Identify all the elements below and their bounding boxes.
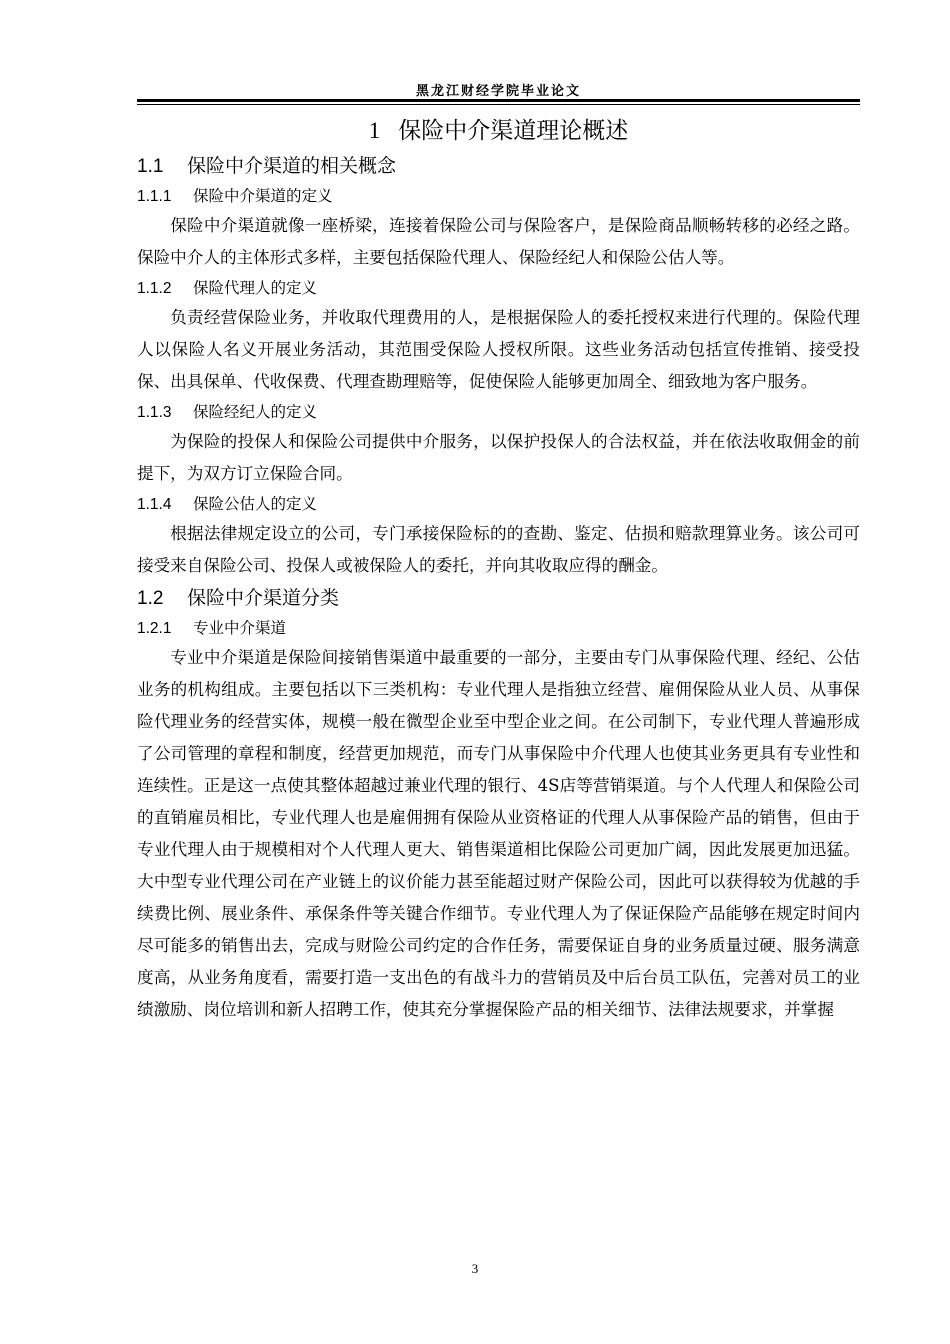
subsection-heading-1-1-1: [137, 182, 860, 210]
paragraph-1-1-3: 为保险的投保人和保险公司提供中介服务，以保护投保人的合法权益，并在依法收取佣金的前提下，为双方订立保险合同。: [137, 432, 860, 483]
paragraph-1-1-1: 保险中介渠道就像一座桥梁，连接着保险公司与保险客户，是保险商品顺畅转移的必经之路。保险中介人的主体形式多样，主要包括保险代理人、保险经纪人和保险公估人等。: [137, 216, 860, 267]
subsection-title: 保险公估人的定义: [193, 495, 318, 513]
subsection-number: 1.1.3: [137, 404, 172, 421]
paragraph-1-1-2: 负责经营保险业务，并收取代理费用的人，是根据保险人的委托授权来进行代理的。保险代理人以保险人名义开展业务活动，其范围受保险人授权所限。这些业务活动包括宣传推销、接受投保、出具保单、代收保费、代理查勘理赔等，促使保险人能够更加周全、细致地为客户服务。: [137, 308, 860, 391]
page-body: [137, 114, 860, 1026]
paragraph-1-2-1: 专业中介渠道是保险间接销售渠道中最重要的一部分，主要由专门从事保险代理、经纪、公估业务的机构组成。主要包括以下三类机构：专业代理人是指独立经营、雇佣保险从业人员、从事保险代理业务的经营实体，规模一般在微型企业至中型企业之间。在公司制下，专业代理人普遍形成了公司管理的章程和制度，经营更加规范，而专门从事保险中介代理人也使其业务更具有专业性和连续性。正是这一点使其整体超越过兼业代理的银行、4S店等营销渠道。与个人代理人和保险公司的直销雇员相比，专业代理人也是雇佣拥有保险从业资格证的代理人从事保险产品的销售，但由于专业代理人由于规模相对个人代理人更大、销售渠道相比保险公司更加广阔，因此发展更加迅猛。大中型专业代理公司在产业链上的议价能力甚至能超过财产保险公司，因此可以获得较为优越的手续费比例、展业条件、承保条件等关键合作细节。专业代理人为了保证保险产品能够在规定时间内尽可能多的销售出去，完成与财险公司约定的合作任务，需要保证自身的业务质量过硬、服务满意度高，从业务角度看，需要打造一支出色的有战斗力的营销员及中后台员工队伍，完善对员工的业绩激励、岗位培训和新人招聘工作，使其充分掌握保险产品的相关细节、法律法规要求，并掌握: [137, 648, 860, 1019]
subsection-heading-1-1-4: [137, 490, 860, 518]
chapter-title: 保险中介渠道理论概述: [398, 118, 629, 144]
subsection-heading-1-1-3: [137, 398, 860, 426]
chapter-heading: [137, 114, 860, 150]
section-number: 1.1: [137, 156, 164, 177]
paragraph-1-1-4: 根据法律规定设立的公司，专门承接保险标的的查勘、鉴定、估损和赔款理算业务。该公司可接受来自保险公司、投保人或被保险人的委托，并向其收取应得的酬金。: [137, 524, 860, 575]
subsection-number: 1.1.4: [137, 496, 172, 513]
subsection-number: 1.1.1: [137, 188, 172, 205]
page-number: 3: [471, 1261, 479, 1276]
subsection-heading-1-1-2: [137, 274, 860, 302]
section-title: 保险中介渠道的相关概念: [187, 155, 397, 177]
subsection-title: 专业中介渠道: [193, 619, 287, 637]
running-header: 黑龙江财经学院毕业论文: [415, 84, 581, 99]
subsection-heading-1-2-1: [137, 614, 860, 642]
subsection-title: 保险代理人的定义: [193, 279, 318, 297]
subsection-number: 1.1.2: [137, 280, 172, 297]
section-number: 1.2: [137, 588, 164, 609]
section-title: 保险中介渠道分类: [187, 587, 340, 609]
header-thick-rule: [137, 99, 860, 102]
section-heading-1-1: [137, 150, 860, 182]
section-heading-1-2: [137, 582, 860, 614]
header-thin-rule: [137, 104, 860, 105]
subsection-title: 保险经纪人的定义: [193, 403, 318, 421]
chapter-number: 1: [368, 118, 381, 143]
subsection-number: 1.2.1: [137, 620, 172, 637]
subsection-title: 保险中介渠道的定义: [193, 187, 333, 205]
